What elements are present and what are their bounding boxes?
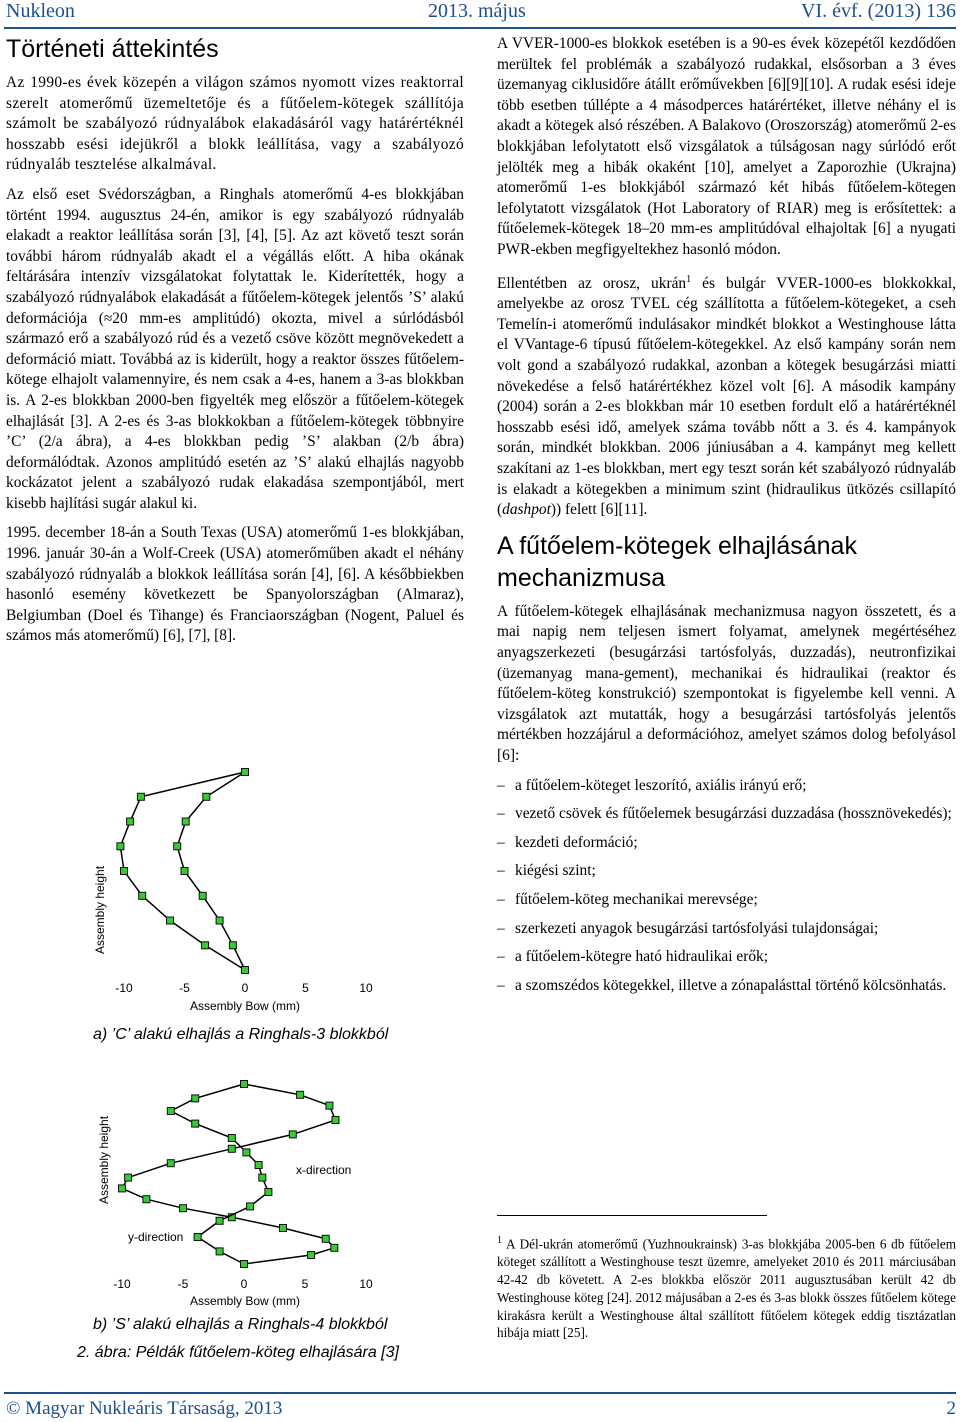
factor-text: a szomszédos kötegekkel, illetve a zónapalásttal történő kölcsönhatás. [515,976,947,994]
dash-bullet: – [497,833,505,851]
factor-text: kiégési szint; [515,862,596,880]
factor-text: a fűtőelem-kötegre ható hidraulikai erők; [515,948,768,966]
data-point [182,818,189,825]
x-tick-label: 5 [301,1277,309,1291]
data-point [308,1252,315,1259]
paragraph: A fűtőelem-kötegek elhajlásának mechanizmusa nagyon összetett, és a mai napig nem teljesen ismert folyamat, amelynek megértéséhez anyagszerkezeti (besugárzási tartósfolyás, duzzadás), neutronfizikai (üzemanyag mana-gement), mechanikai és hidraulikai (reaktor és fűtőelem-köteg konstrukció) szempontokat is figyelembe kell venni. A vizsgálatok azt mutatták, hogy a besugárzási tartósfolyás jelentős mértékben hozzájárul a deformációhoz, amelyet számos dolog befolyásol [6]: [497,602,956,764]
page-header [6,0,956,26]
data-point [137,793,144,800]
volume-info: VI. évf. (2013) 136 [801,0,956,22]
data-point [280,1225,287,1232]
x-ticks [115,981,373,995]
data-point [194,1234,201,1241]
y-axis-label: Assembly height [93,865,107,955]
data-point [216,1217,223,1224]
data-point [192,1120,199,1127]
factor-list-item [497,947,956,968]
data-point [243,1149,250,1156]
header-rule [4,27,956,29]
factor-list-item [497,804,956,825]
factor-list-item [497,890,956,911]
data-point [247,1203,254,1210]
text-span: )) felett [6][11]. [550,501,648,519]
journal-name: Nukleon [6,0,75,22]
x-tick-label: 0 [241,981,249,995]
data-point [181,868,188,875]
data-point [167,1160,174,1167]
paragraph [497,270,956,521]
caption-b: b) ’S’ alakú elhajlás a Ringhals-4 blokkból [93,1316,388,1333]
paragraph: 1995. december 18-án a South Texas (USA) atomerőmű 1-es blokkjában, 1996. január 30-án a Wolf-Creek (USA) atomerőműben akadt el néhány szabályozó rúdnyaláb a blokkok leállítása során [4], [6]. A későbbiekben hasonló esemény következett be Spanyolországban (Almaraz), Belgiumban (Doel és Tihange) és Franciaországban (Nogent, Paluel és számos más atomerőmű) [6], [7], [8]. [6,524,464,645]
footnote-rule [497,1215,767,1216]
data-point [180,1205,187,1212]
footnote [497,1232,956,1342]
dash-bullet: – [497,919,505,937]
dash-bullet: – [497,776,505,794]
text-span: Ellentétben az orosz, ukrán [497,274,687,292]
section-title-history: Történeti áttekintés [6,35,219,63]
data-point [241,1081,248,1088]
factor-text: a fűtőelem-köteget leszorító, axiális irányú erő; [515,776,807,794]
factor-list-item [497,833,956,854]
paragraph: Az első eset Svédországban, a Ringhals atomerőmű 4-es blokkjában történt 1994. augusztus 24-én, amikor is egy szabályozó rúdnyaláb elakadt a reaktor leállítása során [3], [4], [5]. Az azt követő teszt során további három rúdnyaláb akadt el a végállás előtt. A hiba okának feltárására intenzív vizsgálatokat folytattak le. Kiderítették, hogy a szabályozó rúdnyalábok elakadását a fűtőelem-kötegek jelentős ’S’ alakú deformációja (≈20 mm-es amplitúdó) okozta, mivel a súrlódásból származó erő a szabályozó rúd és a vezető csöve között megnövekedett a deformáció miatt. Továbbá az is kiderült, hogy a reaktor összes fűtőelem-kötege elhajolt valamennyire, és nem csak a 4-es, hanem a 3-as blokkban is. A 2-es blokkban 2000-ben figyelték meg először a fűtőelem-kötegek elhajlását [3]. A 2-es és 3-as blokkokban a fűtőelem-kötegek többnyire ’C’ (2/a ábra), a 4-es blokkban pedig ’S’ alakban (2/b ábra) deformálódtak. Azonos amplitúdó esetén az ’S’ alakú elhajlás nagyobb kockázatot jelent a szabályozó rudak elakadása szempontjából, mert kisebb hajlítási sugár alakul ki. [6,185,464,512]
series-line-y-direction [171,1084,269,1264]
data-point [192,1095,199,1102]
data-point [332,1117,339,1124]
chart-s-bow [0,1062,470,1318]
footnote-ref: 1 [686,273,692,285]
right-column [497,34,956,1004]
data-point [259,1174,266,1181]
data-point [125,1174,132,1181]
y-axis-label: Assembly height [97,1115,111,1205]
x-axis-label: Assembly Bow (mm) [189,1294,301,1308]
dash-bullet: – [497,948,505,966]
data-point [139,892,146,899]
issue-date: 2013. május [428,0,526,22]
factor-text: kezdeti deformáció; [515,833,638,851]
factor-text: vezető csövek és fűtőelemek besugárzási duzzadása (hossznövekedés); [515,805,952,823]
data-point [117,843,124,850]
x-tick-label: -5 [179,981,190,995]
data-point [167,917,174,924]
factor-list-item [497,776,956,797]
factor-list-item [497,919,956,940]
dashpot-term: dashpot [502,501,551,519]
data-point [255,1162,262,1169]
data-point [174,843,181,850]
footnote-text: A Dél-ukrán atomerőmű (Yuzhnoukrainsk) 3-as blokkjába 2005-ben 6 db fűtőelem köteget szállított a Westinghouse teszt üzemre, amelyeket 2010 és 2011 márciusában 42-42 db követett. A 2-es blokkba először 2011 augusztusában került 42 db Westinghouse köteg [24]. 2012 májusában a 2-es és 3-as blokk összes fűtőelem kötege kirakásra került a Westinghouse által szállított fűtőelem kötegek eddig tisztázatlan hibája miatt [25]. [497,1236,956,1341]
data-point [119,1185,126,1192]
dash-bullet: – [497,976,505,994]
data-point [199,892,206,899]
data-point [229,942,236,949]
annotation-x-direction: x-direction [296,1163,352,1177]
factor-list [497,776,956,997]
chart-c-bow [0,760,470,1060]
x-tick-label: -10 [115,981,133,995]
chart-a-plot-area [117,769,249,974]
figure-a [0,760,470,1060]
x-tick-label: -10 [113,1277,131,1291]
x-tick-label: 10 [359,1277,373,1291]
page-number: 2 [946,1398,956,1419]
x-axis-label: Assembly Bow (mm) [189,999,301,1013]
left-column [6,34,464,656]
copyright: © Magyar Nukleáris Társaság, 2013 [6,1398,283,1419]
data-point [331,1244,338,1251]
data-point [121,868,128,875]
text-span: és bulgár VVER-1000-es blokkokkal, amelyekbe az orosz TVEL cég szállította a fűtőelem-kötegeket, a cseh Temelín-i atomerőmű indulásakor mindkét blokkot a Westinghouse látta el VVantage-6 típusú fűtőelem-kötegekkel. Az első kampány során nem volt gond a szabályozó rudakkal, azonban a kötegek besugárzási miatti növekedése a felső határértékhez közel volt [6]. A második kampány (2004) során a 2-es blokkban már 10 esetben fordult elő a határértéknél hosszabb esési idő, amelyek száma tovább nőtt a 3. és 4. kampányok során, mindkét blokkban. 2006 júniusában a 4. kampányt meg kellett szakítani az 1-es blokkban, mert egy teszt során két szabályozó rúdnyaláb is elakadt a kötegekben a minimum szint (hidraulikus ütközés csillapító ( [497,274,956,519]
x-tick-label: 10 [359,981,373,995]
figure-b [0,1062,470,1362]
dash-bullet: – [497,890,505,908]
data-point [228,1145,235,1152]
x-ticks [113,1277,373,1291]
paragraph: A VVER-1000-es blokkok esetében is a 90-es évek közepétől kezdődően merültek fel problémák a szabályozó rudakkal, elsősorban a 3 éves üzemanyag ciklusidőre átállt erőművekben [6][9][10]. A rudak esési ideje több esetben túllépte a 4 másodperces határértéket, illetve néhány el is akadt a kötegek alsó részében. A Balakovo (Oroszország) atomerőmű 2-es blokkjában lefolytatott első vizsgálatok a túlságosan nagy súrlódó erőt jelölték meg a hibák okaként [10], amelyet a Zaporozhie (Ukrajna) atomerőmű 1-es blokkjából származó két hibás fűtőelem-kötegen lefolytatott vizsgálatok (Hot Laboratory of RIAR) meg is erősítettek: a fűtőelemek-kötegek 18–20 mm-es amplitúdóval elhajoltak [6] a nyugati PWR-ekben megfigyeltekhez hasonló módon. [497,35,956,258]
data-point [322,1235,329,1242]
data-point [265,1189,272,1196]
data-point [203,793,210,800]
x-tick-label: 0 [240,1277,248,1291]
section-title-mechanism: A fűtőelem-kötegek elhajlásának mechanizmusa [497,531,857,592]
footnote-mark: 1 [497,1235,502,1246]
data-point [127,818,134,825]
data-point [216,1248,223,1255]
data-point [143,1196,150,1203]
data-point [242,967,249,974]
dash-bullet: – [497,862,505,880]
factor-text: szerkezeti anyagok besugárzási tartósfolyási tulajdonságai; [515,919,879,937]
x-tick-label: -5 [177,1277,189,1291]
data-point [241,1261,248,1268]
factor-text: fűtőelem-köteg mechanikai merevsége; [515,890,758,908]
factor-list-item [497,976,956,997]
data-point [289,1131,296,1138]
x-tick-label: 5 [302,981,309,995]
footer-rule [4,1392,956,1394]
figure-caption: 2. ábra: Példák fűtőelem-köteg elhajlására [3] [77,1344,399,1361]
dash-bullet: – [497,805,505,823]
data-point [242,769,249,776]
data-point [216,917,223,924]
factor-list-item [497,861,956,882]
annotation-y-direction: y-direction [128,1230,184,1244]
data-point [167,1108,174,1115]
data-point [202,942,209,949]
caption-a: a) ’C’ alakú elhajlás a Ringhals-3 blokkból [93,1026,389,1043]
data-point [297,1091,304,1098]
paragraph: Az 1990-es évek közepén a világon számos nyomott vizes reaktorral szerelt atomerőmű üzemeltetője és a fűtőelem-kötegek szállítója számolt be szabályozó rúdnyalábok elakadásáról vagy határértéknél hosszabb esési idejükről a blokk leállítása, vagy a szabályozó rúdnyaláb tesztelése alkalmával. [6,74,464,174]
data-point [228,1135,235,1142]
data-point [326,1102,333,1109]
